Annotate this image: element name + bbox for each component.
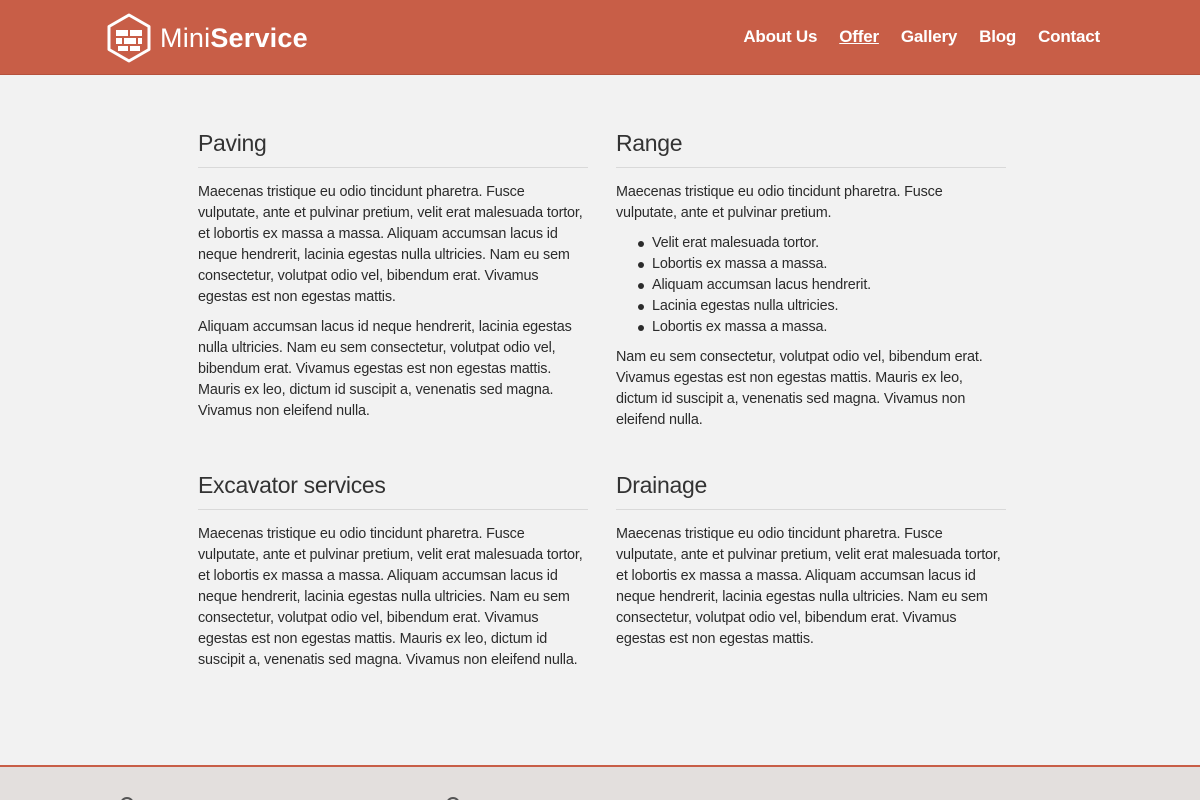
list-item-text: Velit erat malesuada tortor. — [652, 235, 819, 251]
section-title-drainage: Drainage — [616, 470, 1006, 510]
nav-blog[interactable]: Blog — [979, 27, 1017, 46]
bullet-icon — [638, 241, 644, 247]
list-item — [638, 317, 1006, 338]
excavator-paragraph-1: Maecenas tristique eu odio tincidunt pharetra. Fusce vulputate, ante et pulvinar pretium, velit erat malesuada tortor, et lobortis ex massa a massa. Aliquam accumsan lacus id neque hendrerit, lacinia egestas nulla ultricies. Nam eu sem consectetur, volutpat odio vel, bibendum erat. Vivamus egestas est non egestas mattis. Mauris ex leo, dictum id suscipit a, venenatis sed magna. Vivamus non eleifend nulla. — [198, 526, 583, 668]
section-paving — [198, 128, 588, 431]
brand-name-light: Mini — [160, 22, 211, 53]
site-footer — [0, 765, 1200, 800]
list-item — [638, 296, 1006, 317]
site-header — [0, 0, 1200, 75]
list-item-text: Lobortis ex massa a massa. — [652, 319, 828, 335]
section-title-paving: Paving — [198, 128, 588, 168]
brand-name — [160, 22, 308, 53]
paving-paragraph-1: Maecenas tristique eu odio tincidunt pharetra. Fusce vulputate, ante et pulvinar pretium, velit erat malesuada tortor, et lobortis ex massa a massa. Aliquam accumsan lacus id neque hendrerit, lacinia egestas nulla ultricies. Nam eu sem consectetur, volutpat odio vel, bibendum erat. Vivamus egestas est non egestas mattis. — [198, 184, 583, 305]
bullet-icon — [638, 283, 644, 289]
range-paragraph-1: Maecenas tristique eu odio tincidunt pharetra. Fusce vulputate, ante et pulvinar pretium. — [616, 184, 943, 221]
bullet-icon — [638, 262, 644, 268]
list-item — [638, 275, 1006, 296]
paving-paragraph-2: Aliquam accumsan lacus id neque hendrerit, lacinia egestas nulla ultricies. Nam eu sem consectetur, volutpat odio vel, bibendum erat. Vivamus egestas est non egestas mattis. Mauris ex leo, dictum id suscipit a, venenatis sed magna. Vivamus non eleifend nulla. — [198, 319, 572, 419]
brick-hexagon-icon — [106, 13, 152, 63]
bullet-icon — [638, 304, 644, 310]
nav-about-us[interactable]: About Us — [743, 27, 818, 46]
nav-contact[interactable]: Contact — [1038, 27, 1100, 46]
list-item — [638, 254, 1006, 275]
logo-link[interactable] — [106, 13, 308, 63]
range-paragraph-2: Nam eu sem consectetur, volutpat odio vel, bibendum erat. Vivamus egestas est non egestas mattis. Mauris ex leo, dictum id suscipit a, venenatis sed magna. Vivamus non eleifend nulla. — [616, 349, 983, 428]
section-range — [616, 128, 1006, 440]
list-item-text: Aliquam accumsan lacus hendrerit. — [652, 277, 872, 293]
section-drainage — [616, 470, 1006, 659]
brand-name-bold: Service — [210, 22, 308, 53]
nav-gallery[interactable]: Gallery — [900, 27, 958, 46]
nav-offer[interactable]: Offer — [839, 27, 879, 46]
main-nav — [721, 26, 1100, 48]
list-item-text: Lobortis ex massa a massa. — [652, 256, 828, 272]
list-item-text: Lacinia egestas nulla ultricies. — [652, 298, 839, 314]
drainage-paragraph-1: Maecenas tristique eu odio tincidunt pharetra. Fusce vulputate, ante et pulvinar pretium, velit erat malesuada tortor, et lobortis ex massa a massa. Aliquam accumsan lacus id neque hendrerit, lacinia egestas nulla ultricies. Nam eu sem consectetur, volutpat odio vel, bibendum erat. Vivamus egestas est non egestas mattis. — [616, 526, 1001, 647]
section-excavator-services — [198, 470, 588, 680]
list-item — [638, 233, 1006, 254]
range-list — [638, 233, 1006, 338]
section-title-range: Range — [616, 128, 1006, 168]
section-title-excavator: Excavator services — [198, 470, 588, 510]
bullet-icon — [638, 325, 644, 331]
